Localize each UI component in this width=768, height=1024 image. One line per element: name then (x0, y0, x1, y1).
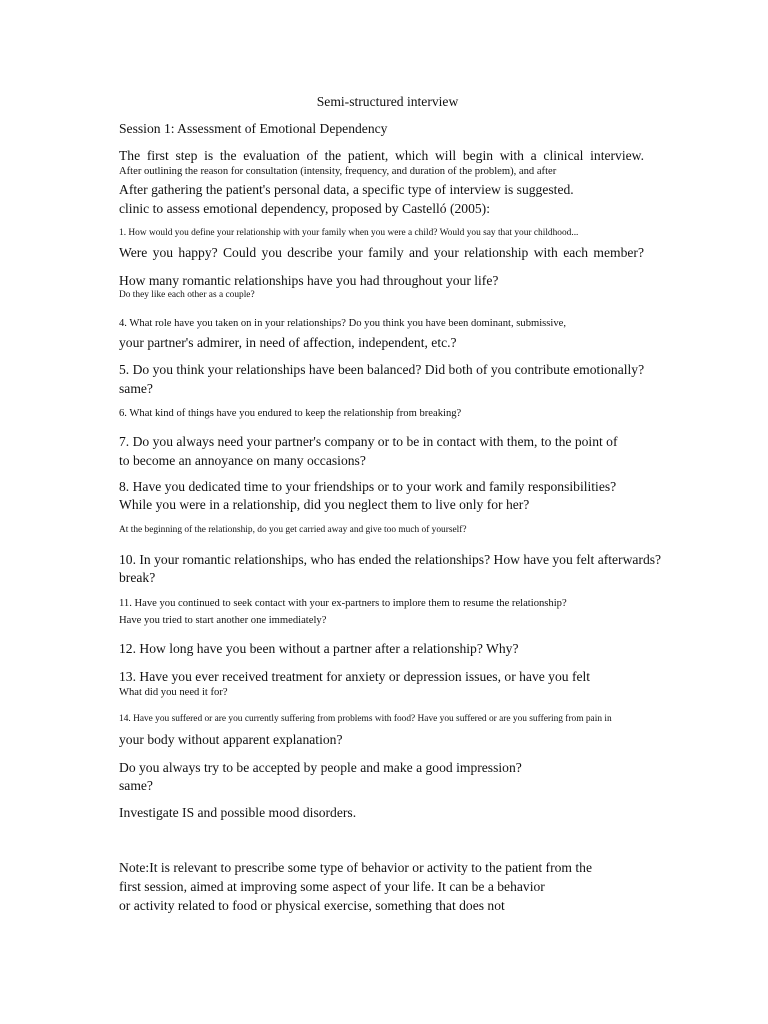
question-line: Were you happy? Could you describe your family and your relationship with each member? (119, 245, 644, 260)
note-line: first session, aimed at improving some aspect of your life. It can be a behavior (119, 879, 545, 894)
question-line: 13. Have you ever received treatment for anxiety or depression issues, or have you felt (119, 669, 591, 684)
question-line: Investigate IS and possible mood disorders. (119, 805, 357, 820)
intro-line: After outlining the reason for consultation (intensity, frequency, and duration of the problem), and after (119, 166, 557, 177)
question-line: 8. Have you dedicated time to your friendships or to your work and family responsibilities? (119, 479, 617, 494)
question-line: 10. In your romantic relationships, who has ended the relationships? How have you felt afterwards? (119, 552, 662, 567)
question-line: Have you tried to start another one immediately? (119, 615, 327, 626)
question-line: 12. How long have you been without a partner after a relationship? Why? (119, 641, 519, 656)
question-line: Do they like each other as a couple? (119, 290, 255, 300)
intro-line: The first step is the evaluation of the patient, which will begin with a clinical interview. (119, 148, 644, 163)
question-line: At the beginning of the relationship, do you get carried away and give too much of yourself? (119, 525, 467, 535)
question-line: 6. What kind of things have you endured to keep the relationship from breaking? (119, 408, 462, 419)
question-line: 4. What role have you taken on in your relationships? Do you think you have been dominant, submissive, (119, 318, 567, 329)
question-line: your partner's admirer, in need of affection, independent, etc.? (119, 335, 457, 350)
question-line: your body without apparent explanation? (119, 732, 343, 747)
note-line: Note:It is relevant to prescribe some type of behavior or activity to the patient from the (119, 860, 592, 875)
question-line: to become an annoyance on many occasions? (119, 453, 366, 468)
question-line: 7. Do you always need your partner's company or to be in contact with them, to the point of (119, 434, 618, 449)
question-line: Do you always try to be accepted by people and make a good impression? (119, 760, 522, 775)
question-line: 5. Do you think your relationships have been balanced? Did both of you contribute emotionally? (119, 362, 645, 377)
intro-line: After gathering the patient's personal data, a specific type of interview is suggested. (119, 182, 574, 197)
question-line: same? (119, 778, 153, 793)
question-line: 1. How would you define your relationship with your family when you were a child? Would you say that your childhood... (119, 228, 579, 238)
document-title: Semi-structured interview (316, 94, 459, 109)
question-line: same? (119, 381, 153, 396)
note-line: or activity related to food or physical exercise, something that does not (119, 898, 505, 913)
session-heading: Session 1: Assessment of Emotional Dependency (119, 121, 388, 136)
question-line: 14. Have you suffered or are you currently suffering from problems with food? Have you suffered or are you suffering from pain in (119, 714, 612, 724)
question-line: While you were in a relationship, did you neglect them to live only for her? (119, 497, 530, 512)
question-line: break? (119, 570, 156, 585)
question-line: What did you need it for? (119, 687, 228, 698)
question-line: How many romantic relationships have you had throughout your life? (119, 273, 499, 288)
intro-line: clinic to assess emotional dependency, proposed by Castelló (2005): (119, 201, 490, 216)
question-line: 11. Have you continued to seek contact with your ex-partners to implore them to resume the relationship? (119, 598, 567, 609)
